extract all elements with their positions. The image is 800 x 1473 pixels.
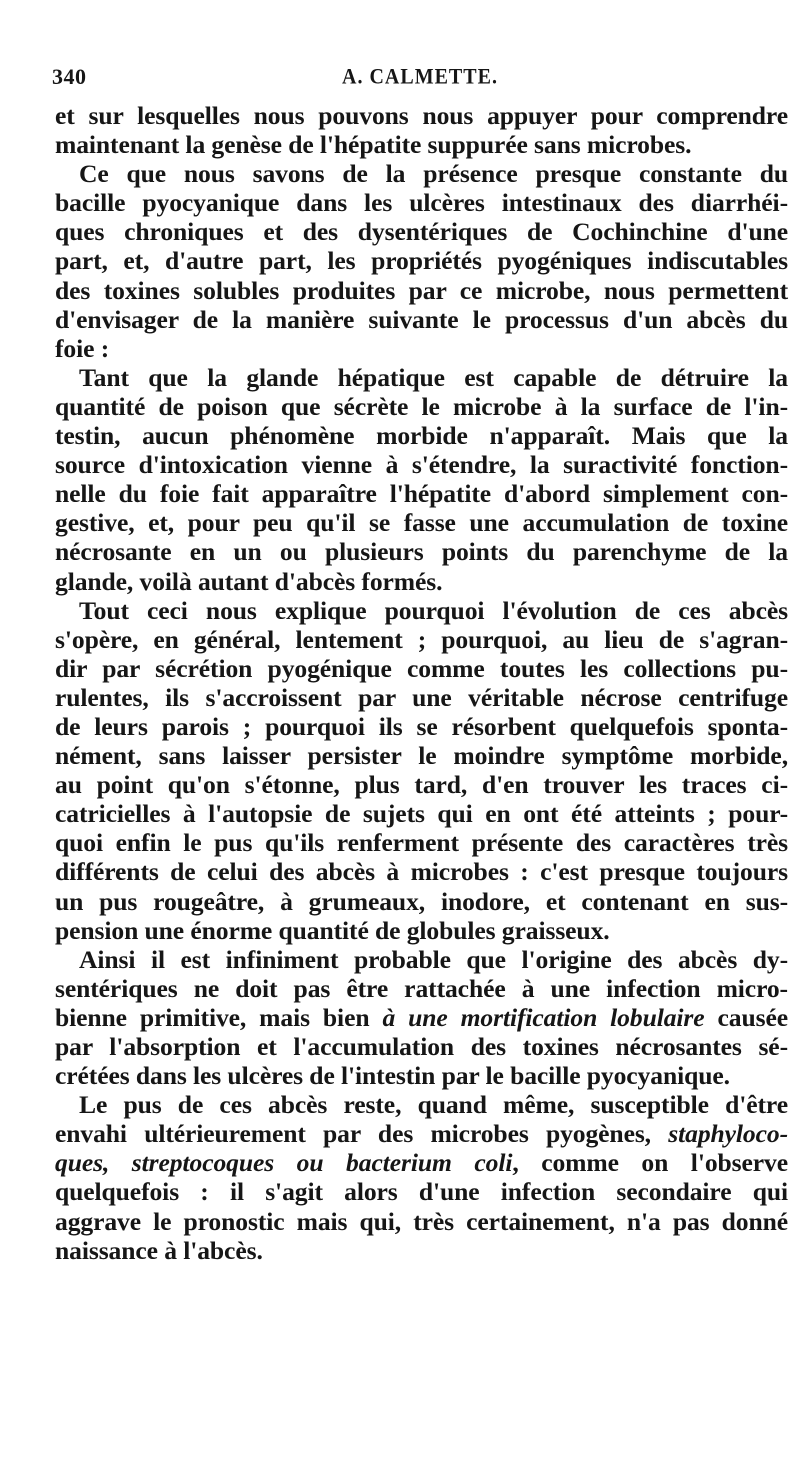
paragraph-first-line: Ce que nous savons de la présence presque constante du	[79, 159, 788, 189]
text-line: par l'absorption et l'accumulation des toxines nécrosantes sé-	[55, 1032, 788, 1061]
text-line: glande, voilà autant d'abcès formés.	[55, 566, 443, 596]
text-line: d'envisager de la manière suivante le processus d'un abcès du	[55, 304, 788, 334]
text-line: pension une énorme quantité de globules graisseux.	[55, 915, 610, 945]
text-line: aggrave le pronostic mais qui, très certainement, n'a pas donné	[55, 1206, 788, 1236]
body-text	[55, 101, 788, 1265]
italic-phrase: staphyloco-	[668, 1119, 788, 1149]
text-line: bacille pyocyanique dans les ulcères intestinaux des diarrhéi-	[55, 188, 788, 218]
text-line: ques chroniques et des dysentériques de Cochinchine d'une	[55, 217, 788, 247]
text-line: s'opère, en général, lentement ; pourquoi, au lieu de s'agran-	[55, 624, 788, 654]
text-line: maintenant la genèse de l'hépatite suppurée sans microbes.	[55, 130, 692, 160]
text-line: rulentes, ils s'accroissent par une véritable nécrose centrifuge	[55, 682, 788, 712]
paragraph-first-line: Tant que la glande hépatique est capable de détruire la	[79, 362, 788, 392]
text-line: au point qu'on s'étonne, plus tard, d'en trouver les traces ci-	[55, 770, 788, 800]
text-line: un pus rougeâtre, à grumeaux, inodore, et contenant en sus-	[55, 886, 788, 916]
text-line: des toxines solubles produites par ce microbe, nous permettent	[55, 275, 788, 305]
text-line: catricielles à l'autopsie de sujets qui en ont été atteints ; pour-	[55, 799, 788, 829]
text-line: quantité de poison que sécrète le microbe à la surface de l'in-	[55, 391, 788, 421]
italic-phrase: ques, streptocoques ou bacterium coli	[55, 1148, 513, 1178]
text-line: envahi ultérieurement par des microbes pyogènes, staphyloco-	[55, 1119, 788, 1149]
text-line: part, et, d'autre part, les propriétés pyogéniques indiscutables	[55, 246, 788, 276]
text-line: gestive, et, pour peu qu'il se fasse une accumulation de toxine	[55, 508, 788, 538]
text-line: foie :	[55, 333, 110, 363]
running-head: A. CALMETTE.	[342, 64, 498, 90]
text-line: testin, aucun phénomène morbide n'apparaît. Mais que la	[55, 421, 788, 451]
paragraph-first-line: Ainsi il est infiniment probable que l'origine des abcès dy-	[79, 944, 788, 974]
text-line: crétées dans les ulcères de l'intestin par le bacille pyocyanique.	[55, 1061, 730, 1091]
text-line: et sur lesquelles nous pouvons nous appuyer pour comprendre	[55, 101, 788, 130]
paragraph-first-line: Tout ceci nous explique pourquoi l'évolution de ces abcès	[79, 595, 788, 625]
italic-phrase: à une mortification lobulaire	[382, 1002, 705, 1032]
text-line: bienne primitive, mais bien à une mortification lobulaire causée	[55, 1002, 788, 1032]
text-line: quelquefois : il s'agit alors d'une infection secondaire qui	[55, 1177, 788, 1207]
text-line: sentériques ne doit pas être rattachée à une infection micro-	[55, 973, 788, 1003]
text-line: quoi enfin le pus qu'ils renferment présente des caractères très	[55, 828, 788, 858]
text-line: naissance à l'abcès.	[55, 1235, 263, 1265]
text-line: source d'intoxication vienne à s'étendre, la suractivité fonction-	[55, 450, 788, 480]
paragraph-first-line: Le pus de ces abcès reste, quand même, susceptible d'être	[79, 1090, 788, 1120]
text-line: ques, streptocoques ou bacterium coli, comme on l'observe	[55, 1148, 788, 1178]
text-line: dir par sécrétion pyogénique comme toutes les collections pu-	[55, 653, 788, 683]
text-line: différents de celui des abcès à microbes : c'est presque toujours	[55, 857, 788, 887]
page-number: 340	[52, 64, 87, 89]
text-line: de leurs parois ; pourquoi ils se résorbent quelquefois sponta-	[55, 711, 788, 741]
text-line: nément, sans laisser persister le moindre symptôme morbide,	[55, 741, 788, 771]
page-header	[52, 64, 788, 94]
text-line: nécrosante en un ou plusieurs points du parenchyme de la	[55, 537, 788, 567]
text-line: nelle du foie fait apparaître l'hépatite d'abord simplement con-	[55, 479, 788, 509]
